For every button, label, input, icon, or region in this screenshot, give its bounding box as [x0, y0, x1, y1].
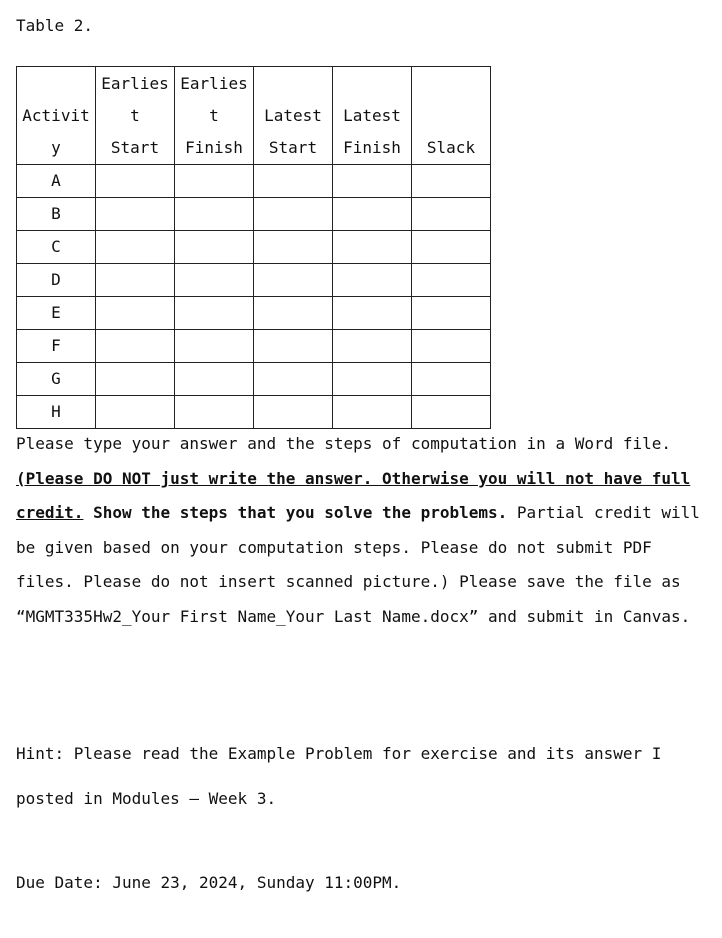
instructions-details: Partial credit will be given based on your computation steps. Please do not submit PDF files. Please do not insert scanned picture.) Please save the file as “MGMT335Hw2_Your First Name_Your Last Name.docx” and submit in Canvas.: [16, 503, 700, 626]
empty-cell: [175, 396, 254, 429]
table-row: [17, 396, 491, 429]
empty-cell: [254, 264, 333, 297]
empty-cell: [175, 363, 254, 396]
empty-cell: [412, 198, 491, 231]
empty-cell: [333, 165, 412, 198]
empty-cell: [96, 330, 175, 363]
empty-cell: [175, 264, 254, 297]
empty-cell: [333, 363, 412, 396]
table-row: [17, 165, 491, 198]
table-caption: Table 2.: [16, 16, 94, 35]
table-row: [17, 198, 491, 231]
schedule-table: [16, 66, 491, 429]
empty-cell: [175, 231, 254, 264]
empty-cell: [412, 396, 491, 429]
empty-cell: [96, 396, 175, 429]
empty-cell: [412, 330, 491, 363]
empty-cell: [333, 231, 412, 264]
header-earliest-start: Earlies t Start: [96, 67, 175, 165]
instructions-paragraph: [16, 427, 716, 635]
table-row: [17, 363, 491, 396]
empty-cell: [96, 264, 175, 297]
empty-cell: [96, 165, 175, 198]
empty-cell: [96, 231, 175, 264]
empty-cell: [412, 165, 491, 198]
empty-cell: [96, 363, 175, 396]
empty-cell: [412, 264, 491, 297]
empty-cell: [333, 264, 412, 297]
header-latest-start: Latest Start: [254, 67, 333, 165]
due-date: Due Date: June 23, 2024, Sunday 11:00PM.: [16, 873, 402, 892]
empty-cell: [333, 330, 412, 363]
empty-cell: [96, 198, 175, 231]
empty-cell: [254, 231, 333, 264]
empty-cell: [412, 297, 491, 330]
activity-cell: C: [17, 231, 96, 264]
instructions-warning: (Please DO NOT just write the answer. Otherwise you will not have full credit.: [16, 468, 691, 523]
activity-cell: H: [17, 396, 96, 429]
empty-cell: [333, 396, 412, 429]
activity-cell: A: [17, 165, 96, 198]
empty-cell: [254, 297, 333, 330]
empty-cell: [412, 363, 491, 396]
activity-cell: F: [17, 330, 96, 363]
empty-cell: [254, 198, 333, 231]
header-activity: Activit y: [17, 67, 96, 165]
empty-cell: [175, 198, 254, 231]
activity-cell: D: [17, 264, 96, 297]
activity-cell: E: [17, 297, 96, 330]
instructions-intro: Please type your answer and the steps of computation in a Word file.: [16, 434, 672, 453]
hint-paragraph: Hint: Please read the Example Problem for exercise and its answer I posted in Modules – Week 3.: [16, 744, 662, 808]
empty-cell: [175, 297, 254, 330]
empty-cell: [175, 165, 254, 198]
empty-cell: [333, 198, 412, 231]
empty-cell: [254, 330, 333, 363]
header-slack: Slack: [412, 67, 491, 165]
header-earliest-finish: Earlies t Finish: [175, 67, 254, 165]
table-row: [17, 231, 491, 264]
table-row: [17, 264, 491, 297]
empty-cell: [254, 396, 333, 429]
instructions-show-steps: Show the steps that you solve the problems.: [83, 503, 508, 523]
empty-cell: [254, 363, 333, 396]
empty-cell: [175, 330, 254, 363]
table-header-row: [17, 67, 491, 165]
header-latest-finish: Latest Finish: [333, 67, 412, 165]
table-row: [17, 297, 491, 330]
table-row: [17, 330, 491, 363]
activity-cell: G: [17, 363, 96, 396]
empty-cell: [96, 297, 175, 330]
activity-cell: B: [17, 198, 96, 231]
empty-cell: [254, 165, 333, 198]
empty-cell: [412, 231, 491, 264]
empty-cell: [333, 297, 412, 330]
